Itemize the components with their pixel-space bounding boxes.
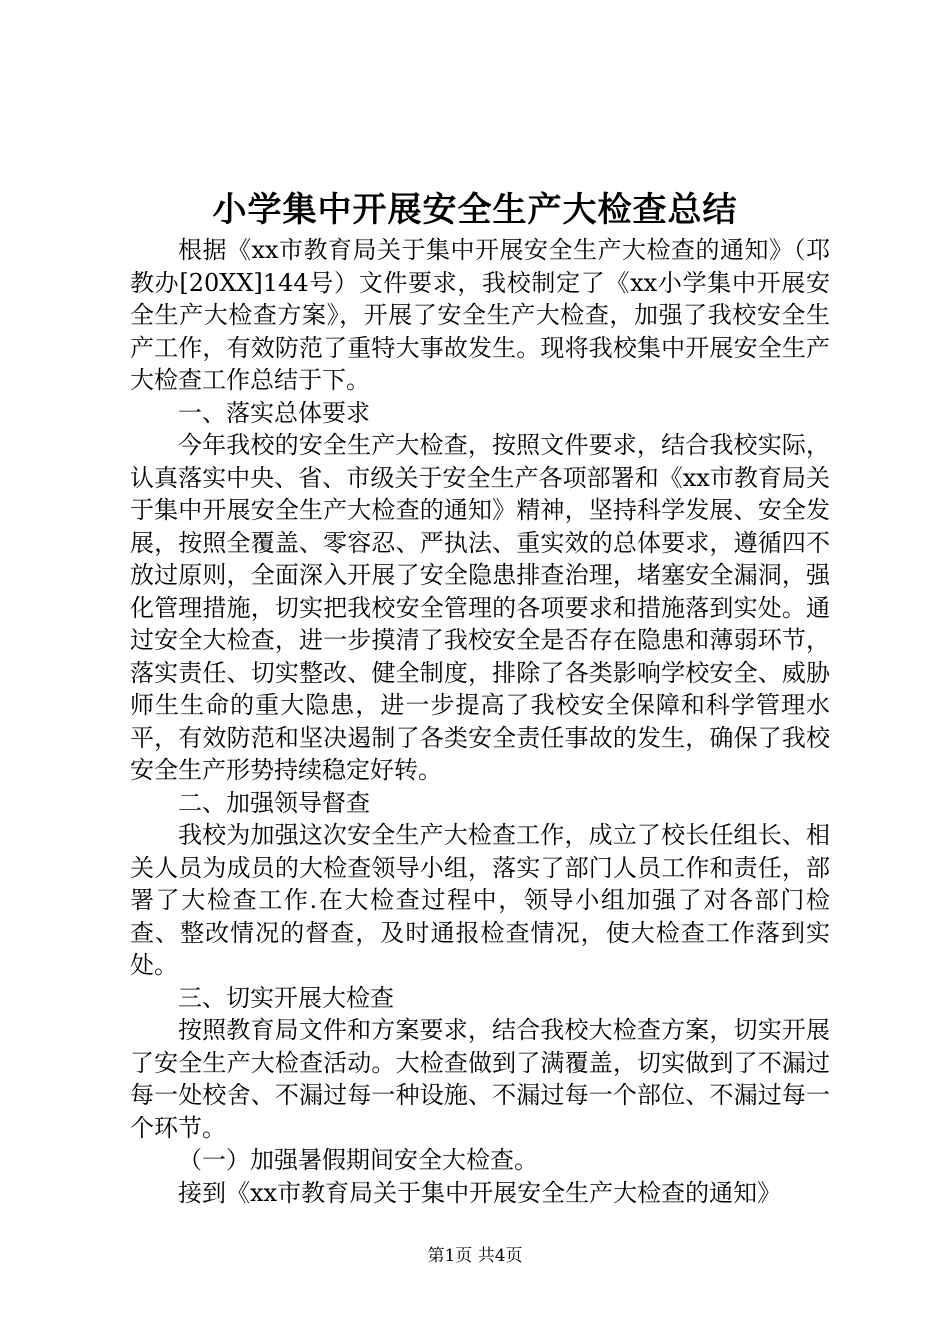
paragraph-intro: 根据《xx市教育局关于集中开展安全生产大检查的通知》（邛教办[20XX]144号）文件要求，我校制定了《xx小学集中开展安全生产大检查方案》，开展了安全生产大检查，加强了我校安全生产工作，有效防范了重特大事故发生。现将我校集中开展安全生产大检查工作总结于下。: [130, 236, 830, 394]
section-heading-2: 二、加强领导督查: [178, 788, 370, 817]
paragraph-section-3: 按照教育局文件和方案要求，结合我校大检查方案，切实开展了安全生产大检查活动。大检查做到了满覆盖，切实做到了不漏过每一处校舍、不漏过每一种设施、不漏过每一个部位、不漏过每一个环节。: [130, 1016, 830, 1142]
document-title: 小学集中开展安全生产大检查总结: [212, 190, 738, 230]
section-heading-1: 一、落实总体要求: [178, 398, 370, 427]
paragraph-subsection-1: 接到《xx市教育局关于集中开展安全生产大检查的通知》: [178, 1178, 782, 1207]
page-footer: 第1页 共4页: [427, 1246, 523, 1266]
subsection-heading-1: （一）加强暑假期间安全大检查。: [178, 1146, 538, 1174]
section-heading-3: 三、切实开展大检查: [178, 983, 394, 1012]
document-body: [130, 234, 830, 1209]
paragraph-section-1: 今年我校的安全生产大检查，按照文件要求，结合我校实际，认真落实中央、省、市级关于安全生产各项部署和《xx市教育局关于集中开展安全生产大检查的通知》精神，坚持科学发展、安全发展，按照全覆盖、零容忍、严执法、重实效的总体要求，遵循四不放过原则，全面深入开展了安全隐患排查治理，堵塞安全漏洞，强化管理措施，切实把我校安全管理的各项要求和措施落到实处。通过安全大检查，进一步摸清了我校安全是否存在隐患和薄弱环节，落实责任、切实整改、健全制度，排除了各类影响学校安全、威胁师生生命的重大隐患，进一步提高了我校安全保障和科学管理水平，有效防范和坚决遏制了各类安全责任事故的发生，确保了我校安全生产形势持续稳定好转。: [130, 431, 830, 784]
paragraph-section-2: 我校为加强这次安全生产大检查工作，成立了校长任组长、相关人员为成员的大检查领导小组，落实了部门人员工作和责任，部署了大检查工作.在大检查过程中，领导小组加强了对各部门检查、整改情况的督查，及时通报检查情况，使大检查工作落到实处。: [130, 821, 830, 979]
